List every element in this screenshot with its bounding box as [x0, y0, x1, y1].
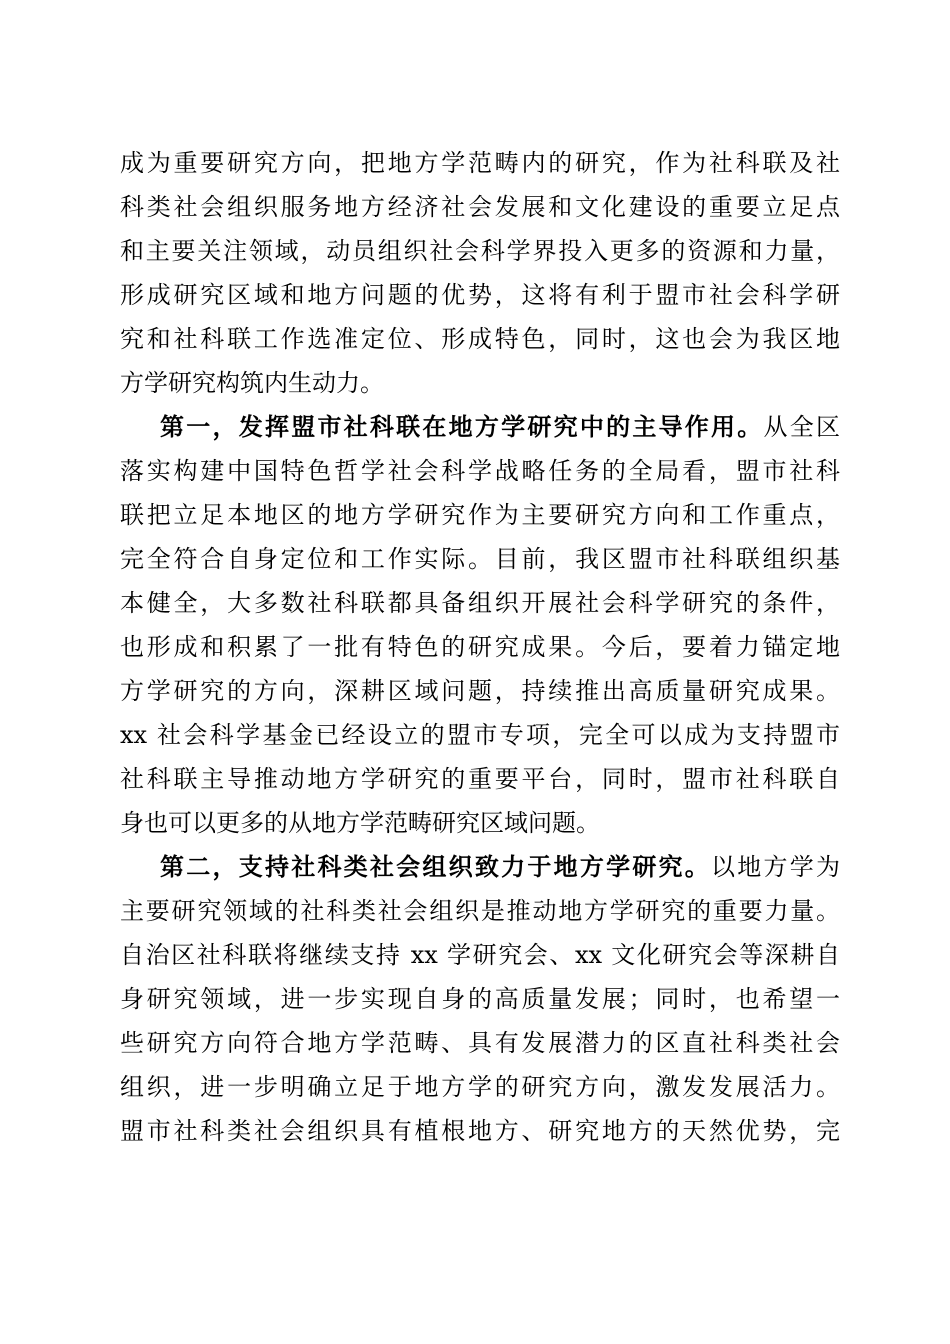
- paragraph-first-line: [160, 405, 840, 449]
- text-line: 科类社会组织服务地方经济社会发展和文化建设的重要立足点: [120, 193, 840, 221]
- text-line: 盟市社科类社会组织具有植根地方、研究地方的天然优势，完: [120, 1117, 840, 1145]
- text-line: 主要研究领域的社科类社会组织是推动地方学研究的重要力量。: [120, 897, 840, 925]
- text-line: 身研究领域，进一步实现自身的高质量发展；同时，也希望一: [120, 985, 840, 1013]
- text-line: 形成研究区域和地方问题的优势，这将有利于盟市社会科学研: [120, 281, 840, 309]
- paragraph-text: 以地方学为: [711, 853, 841, 881]
- text-line: 完全符合自身定位和工作实际。目前，我区盟市社科联组织基: [120, 545, 840, 573]
- text-line: 身也可以更多的从地方学范畴研究区域问题。: [120, 809, 600, 837]
- text-line: 成为重要研究方向，把地方学范畴内的研究，作为社科联及社: [120, 149, 840, 177]
- paragraph-first-line: [160, 845, 840, 889]
- text-line: 方学研究的方向，深耕区域问题，持续推出高质量研究成果。: [120, 677, 840, 705]
- text-line: 组织，进一步明确立足于地方学的研究方向，激发发展活力。: [120, 1073, 840, 1101]
- text-line: 和主要关注领域，动员组织社会科学界投入更多的资源和力量，: [120, 237, 840, 265]
- text-line: 些研究方向符合地方学范畴、具有发展潜力的区直社科类社会: [120, 1029, 840, 1057]
- paragraph-text: 从全区: [763, 413, 841, 441]
- text-line: 也形成和积累了一批有特色的研究成果。今后，要着力锚定地: [120, 633, 840, 661]
- text-line: 自治区社科联将继续支持 xx 学研究会、xx 文化研究会等深耕自: [120, 941, 840, 969]
- text-line: 究和社科联工作选准定位、形成特色，同时，这也会为我区地: [120, 325, 840, 353]
- text-line: 社科联主导推动地方学研究的重要平台，同时，盟市社科联自: [120, 765, 840, 793]
- paragraph-heading: 第一，发挥盟市社科联在地方学研究中的主导作用。: [160, 412, 764, 441]
- paragraph-heading: 第二，支持社科类社会组织致力于地方学研究。: [160, 852, 712, 881]
- text-line: 方学研究构筑内生动力。: [120, 369, 384, 397]
- text-line: 本健全，大多数社科联都具备组织开展社会科学研究的条件，: [120, 589, 840, 617]
- text-line: 联把立足本地区的地方学研究作为主要研究方向和工作重点，: [120, 501, 840, 529]
- text-line: 落实构建中国特色哲学社会科学战略任务的全局看，盟市社科: [120, 457, 840, 485]
- text-line: xx 社会科学基金已经设立的盟市专项，完全可以成为支持盟市: [120, 721, 840, 749]
